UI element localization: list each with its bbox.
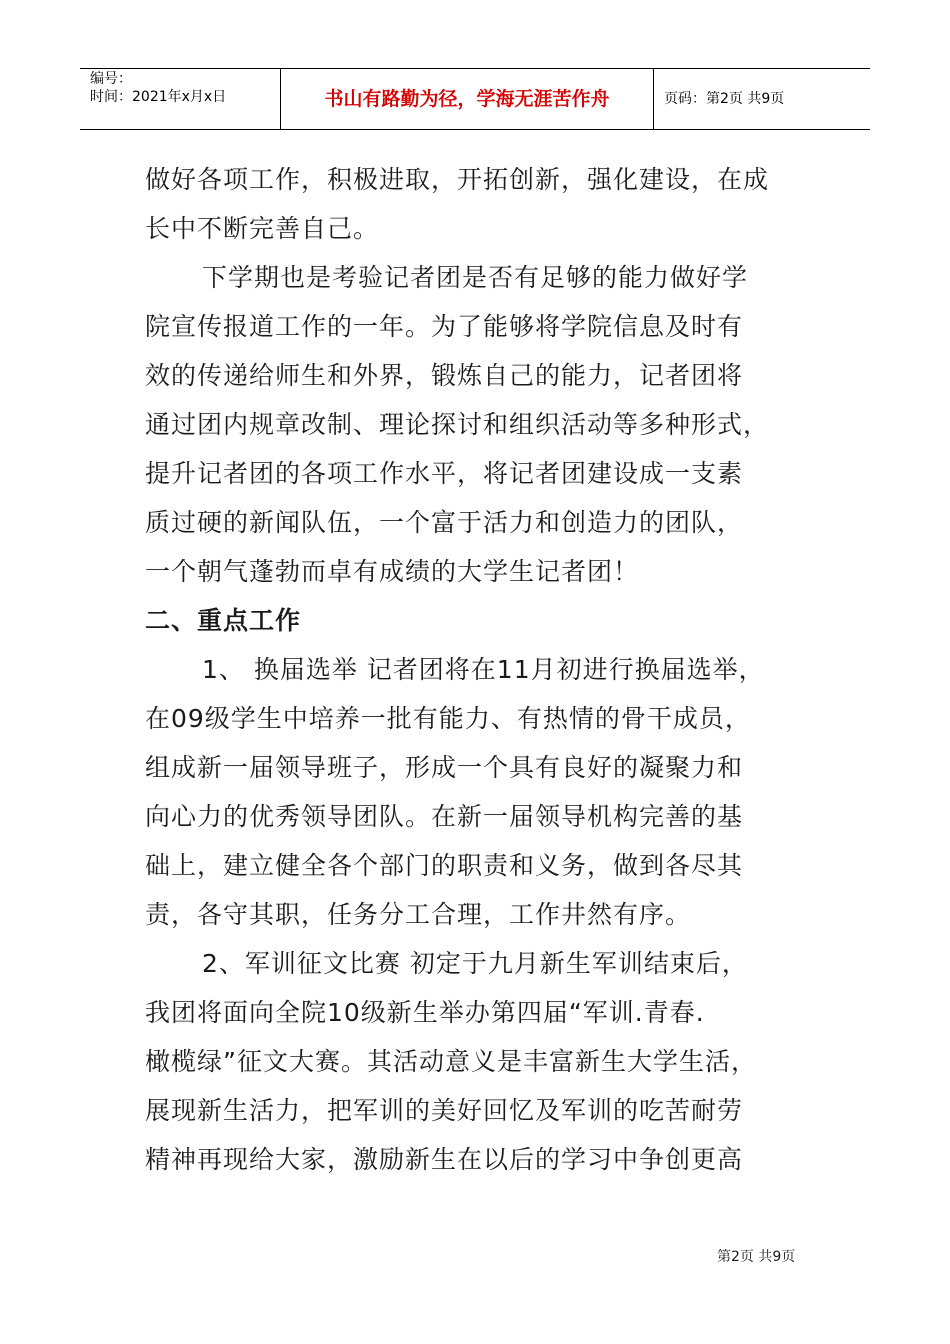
text-line: 我团将面向全院10级新生举办第四届“军训.青春. — [145, 998, 705, 1027]
text-line: 在09级学生中培养一批有能力、有热情的骨干成员， — [145, 704, 751, 733]
text-line: 质过硬的新闻队伍，一个富于活力和创造力的团队， — [145, 508, 744, 537]
text-line: 责，各守其职，任务分工合理，工作井然有序。 — [145, 900, 692, 929]
text-line: 长中不断完善自己。 — [145, 214, 380, 243]
time-line: 时间：2021年x月x日 — [90, 89, 227, 105]
motto: 书山有路勤为径，学海无涯苦作舟 — [324, 88, 610, 110]
text-line: 下学期也是考验记者团是否有足够的能力做好学 — [202, 263, 749, 292]
text-line: 一个朝气蓬勃而卓有成绩的大学生记者团！ — [145, 557, 640, 586]
text-line: 组成新一届领导班子，形成一个具有良好的凝聚力和 — [145, 753, 744, 782]
footer-page-number: 第2页 共9页 — [717, 1249, 796, 1265]
text-line: 橄榄绿”征文大赛。其活动意义是丰富新生大学生活， — [145, 1047, 757, 1076]
code-label: 编号： — [90, 71, 132, 87]
text-line: 通过团内规章改制、理论探讨和组织活动等多种形式， — [145, 410, 770, 439]
text-line: 1、 换届选举 记者团将在11月初进行换届选举， — [202, 655, 765, 684]
text-line: 精神再现给大家，激励新生在以后的学习中争创更高 — [145, 1145, 744, 1174]
text-line: 展现新生活力，把军训的美好回忆及军训的吃苦耐劳 — [145, 1096, 744, 1125]
text-line: 向心力的优秀领导团队。在新一届领导机构完善的基 — [145, 802, 744, 831]
text-line: 做好各项工作，积极进取，开拓创新，强化建设，在成 — [145, 165, 770, 194]
text-line: 础上，建立健全各个部门的职责和义务，做到各尽其 — [145, 851, 744, 880]
text-line: 效的传递给师生和外界，锻炼自己的能力，记者团将 — [145, 361, 744, 390]
text-line: 2、军训征文比赛 初定于九月新生军训结束后， — [202, 949, 748, 978]
section-heading: 二、重点工作 — [145, 606, 302, 635]
header-info-cell — [80, 69, 281, 129]
header-page-number: 页码：第2页 共9页 — [664, 91, 785, 107]
page-header — [80, 68, 870, 130]
header-motto-cell — [281, 69, 654, 129]
document-body — [145, 155, 815, 1184]
header-pager-cell — [654, 69, 870, 129]
text-line: 院宣传报道工作的一年。为了能够将学院信息及时有 — [145, 312, 744, 341]
text-line: 提升记者团的各项工作水平，将记者团建设成一支素 — [145, 459, 744, 488]
